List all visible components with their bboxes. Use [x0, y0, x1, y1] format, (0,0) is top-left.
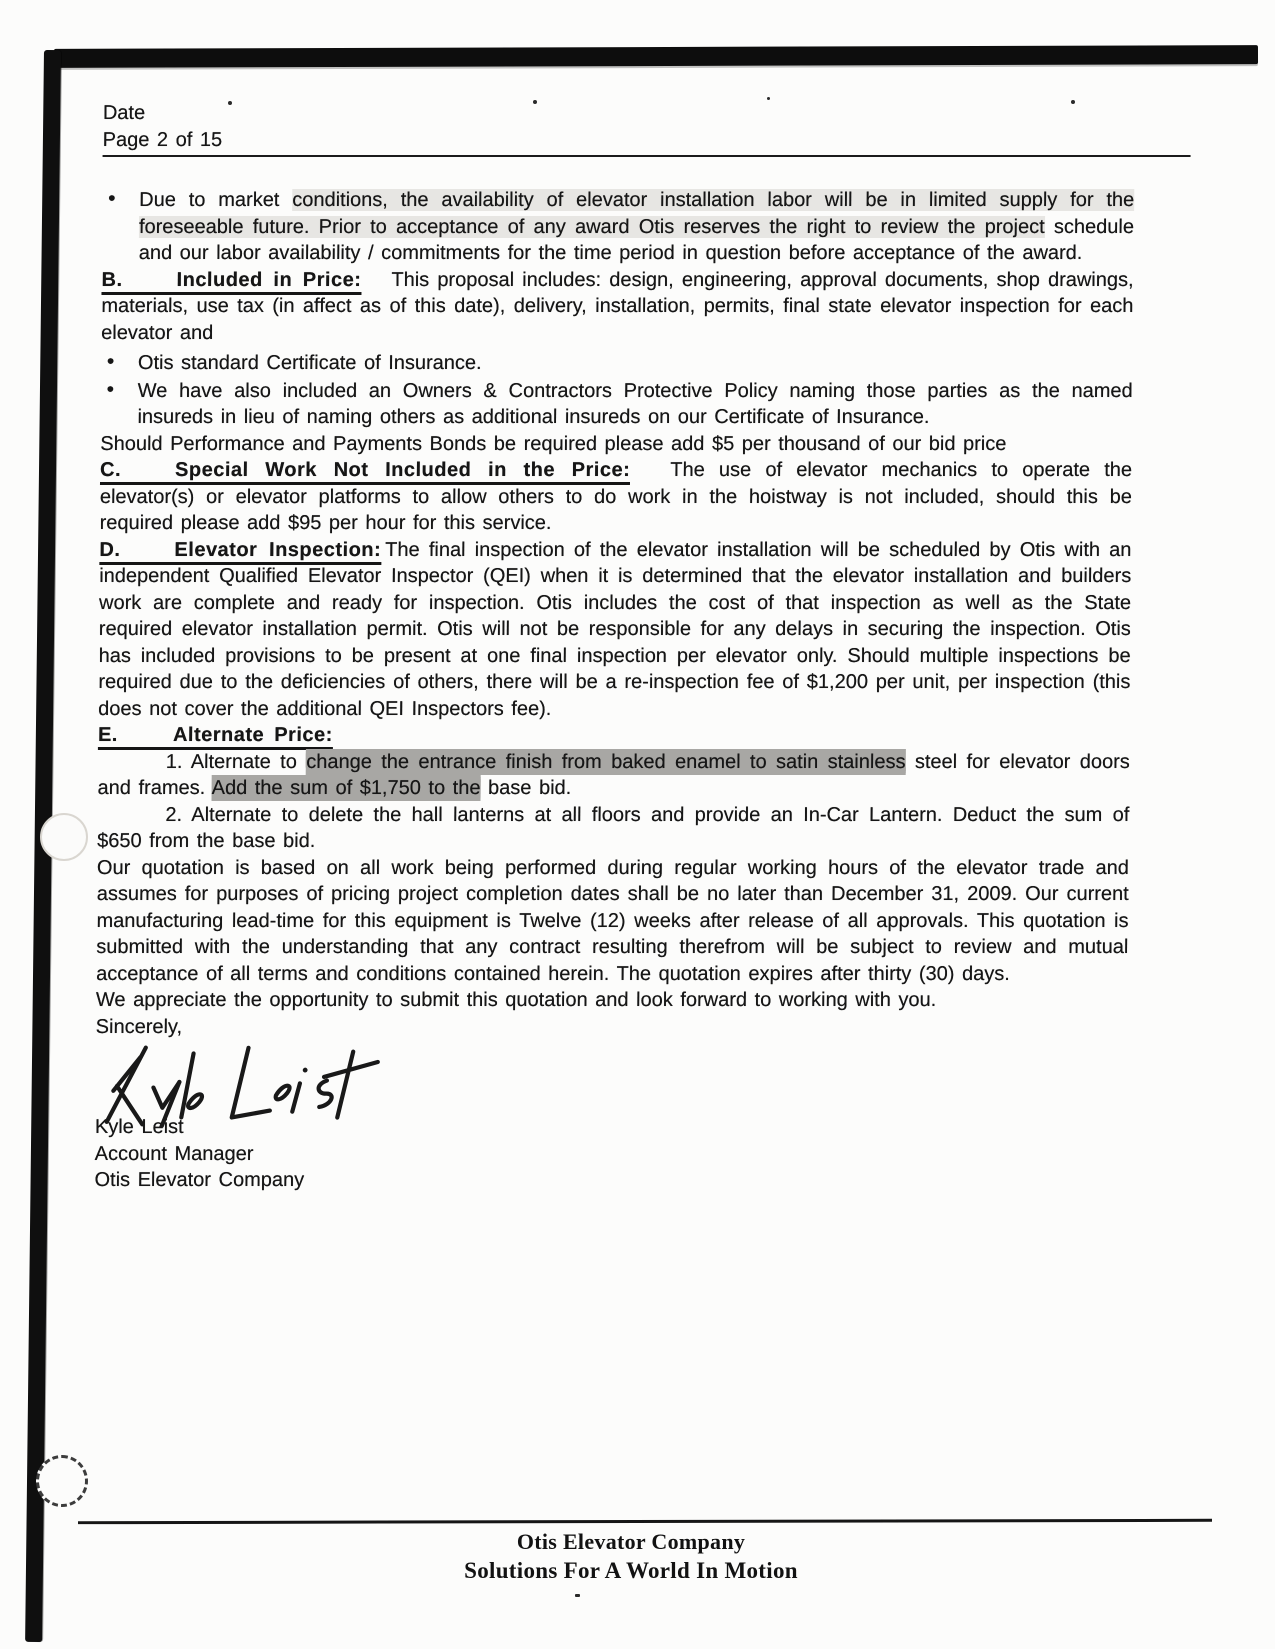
section-c-letter: C. — [100, 459, 122, 481]
text-segment: base bid. — [480, 777, 572, 799]
text-segment: Due to market — [139, 189, 293, 211]
scan-speck — [1071, 100, 1075, 104]
quotation-terms-paragraph: Our quotation is based on all work being performed during regular working hours of the elevator trade and assumes for purposes of pricing project completion dates shall be no later than December 31, 2009. Our current manufacturing lead-time for this equipment is Twelve (12) weeks after release of all approvals. This quotation is submitted with the understanding that any contract resulting therefrom will be subject to review and mutual acceptance of all terms and conditions contained herein. The quotation expires after thirty (30) days. — [96, 856, 1130, 985]
section-e-letter: E. — [97, 724, 119, 746]
scan-border-top — [54, 45, 1258, 68]
text-segment-hl: change the entrance finish from baked enamel to satin stainless — [306, 750, 906, 773]
text-segment-hl: Add the sum of $1,750 to the — [211, 777, 481, 799]
valediction: Sincerely, — [95, 1015, 183, 1038]
section-e-heading-line — [98, 722, 1130, 749]
section-d-paragraph — [98, 537, 1131, 723]
letter-body — [94, 100, 1135, 1194]
signer-name: Kyle Leist — [94, 1116, 184, 1138]
section-b-paragraph — [101, 267, 1134, 347]
hole-punch-top — [40, 813, 88, 861]
section-b-letter: B. — [101, 268, 123, 291]
page-number: Page 2 of 15 — [102, 129, 223, 151]
section-b-body: This proposal includes: design, engineering, approval documents, shop drawings, materials, use tax (in affect as of this date), delivery, installation, permits, final state elevator inspection for each elevator and — [101, 268, 1134, 344]
section-c-body: The use of elevator mechanics to operate the elevator(s) or elevator platforms to allow others to do work in the hoistway is not included, should this be required please add $95 per hour for this service. — [99, 459, 1133, 534]
footer-company: Otis Elevator Company — [516, 1529, 746, 1554]
section-c-paragraph — [100, 457, 1133, 537]
signer-company: Otis Elevator Company — [94, 1169, 305, 1191]
text-segment-wash: conditions, the availability of elevator installation labor will be in limited supply for the foreseeable future. Prior to acceptance of any award Otis reserves the right to review the project — [138, 189, 1135, 238]
bullet-text: We have also included an Owners & Contractors Protective Policy naming those parties as the named insureds in lieu of naming others as additional insureds on our Certificate of Insurance. — [137, 379, 1133, 428]
date-label: Date — [102, 102, 146, 124]
section-b-heading — [101, 269, 361, 295]
intro-bullet — [102, 187, 1135, 267]
alternate-item-1 — [97, 749, 1129, 802]
footer — [0, 1527, 1262, 1586]
heading-gap — [361, 285, 391, 286]
alternate-item-2: 2. Alternate to delete the hall lanterns at all floors and provide an In-Car Lantern. Deduct the sum of $650 from the base bid. — [97, 803, 1130, 852]
signature-block — [94, 1114, 1127, 1194]
intro-bullet-text — [139, 189, 1135, 264]
footer-tagline: Solutions For A World In Motion — [464, 1558, 798, 1583]
section-e-heading — [98, 724, 333, 750]
scan-speck — [228, 101, 232, 105]
scan-speck — [533, 100, 537, 104]
bullet-text: Otis standard Certificate of Insurance. — [137, 352, 482, 374]
footer-rule — [78, 1519, 1212, 1524]
text-segment: schedule and our labor availability / commitments for the time period in question before acceptance of the award. — [138, 215, 1135, 264]
appreciation-line: We appreciate the opportunity to submit this quotation and look forward to working with you. — [95, 989, 937, 1011]
section-d-title: Elevator Inspection: — [174, 538, 382, 561]
section-b-title: Included in Price: — [176, 268, 362, 291]
scan-speck — [767, 97, 770, 100]
section-c-title: Special Work Not Included in the Price: — [175, 459, 631, 481]
signature-handwriting — [95, 1040, 1128, 1116]
section-d-letter: D. — [99, 538, 121, 561]
scan-speck — [575, 1594, 580, 1597]
text-segment: steel for elevator doors and frames. — [97, 750, 1130, 799]
bullet-certificate-of-insurance — [101, 350, 1133, 377]
bonds-note: Should Performance and Payments Bonds be required please add $5 per thousand of our bid price — [100, 432, 1007, 455]
section-d-heading — [99, 539, 381, 565]
doc-header — [103, 100, 1135, 154]
signer-title: Account Manager — [94, 1142, 254, 1165]
section-c-heading — [100, 459, 630, 485]
signature-strokes — [90, 1034, 427, 1130]
section-e-title: Alternate Price: — [172, 724, 333, 746]
header-rule — [103, 155, 1191, 157]
heading-gap — [630, 475, 670, 476]
bullet-protective-policy — [100, 378, 1132, 431]
text-segment: 1. Alternate to — [165, 750, 307, 773]
section-d-body: The final inspection of the elevator installation will be scheduled by Otis with an independent Qualified Elevator Inspector (QEI) when it is determined that the elevator installation and builders work are complete and ready for inspection. Otis includes the cost of that inspection as well as the State required elevator installation permit. Otis will not be responsible for any delays in securing the inspection. Otis has included provisions to be present at one final inspection per elevator only. Should multiple inspections be required due to the deficiencies of others, there will be a re-inspection fee of $1,200 per unit, per inspection (this does not cover the additional QEI Inspectors fee). — [98, 538, 1132, 720]
hole-punch-bottom — [36, 1455, 88, 1507]
